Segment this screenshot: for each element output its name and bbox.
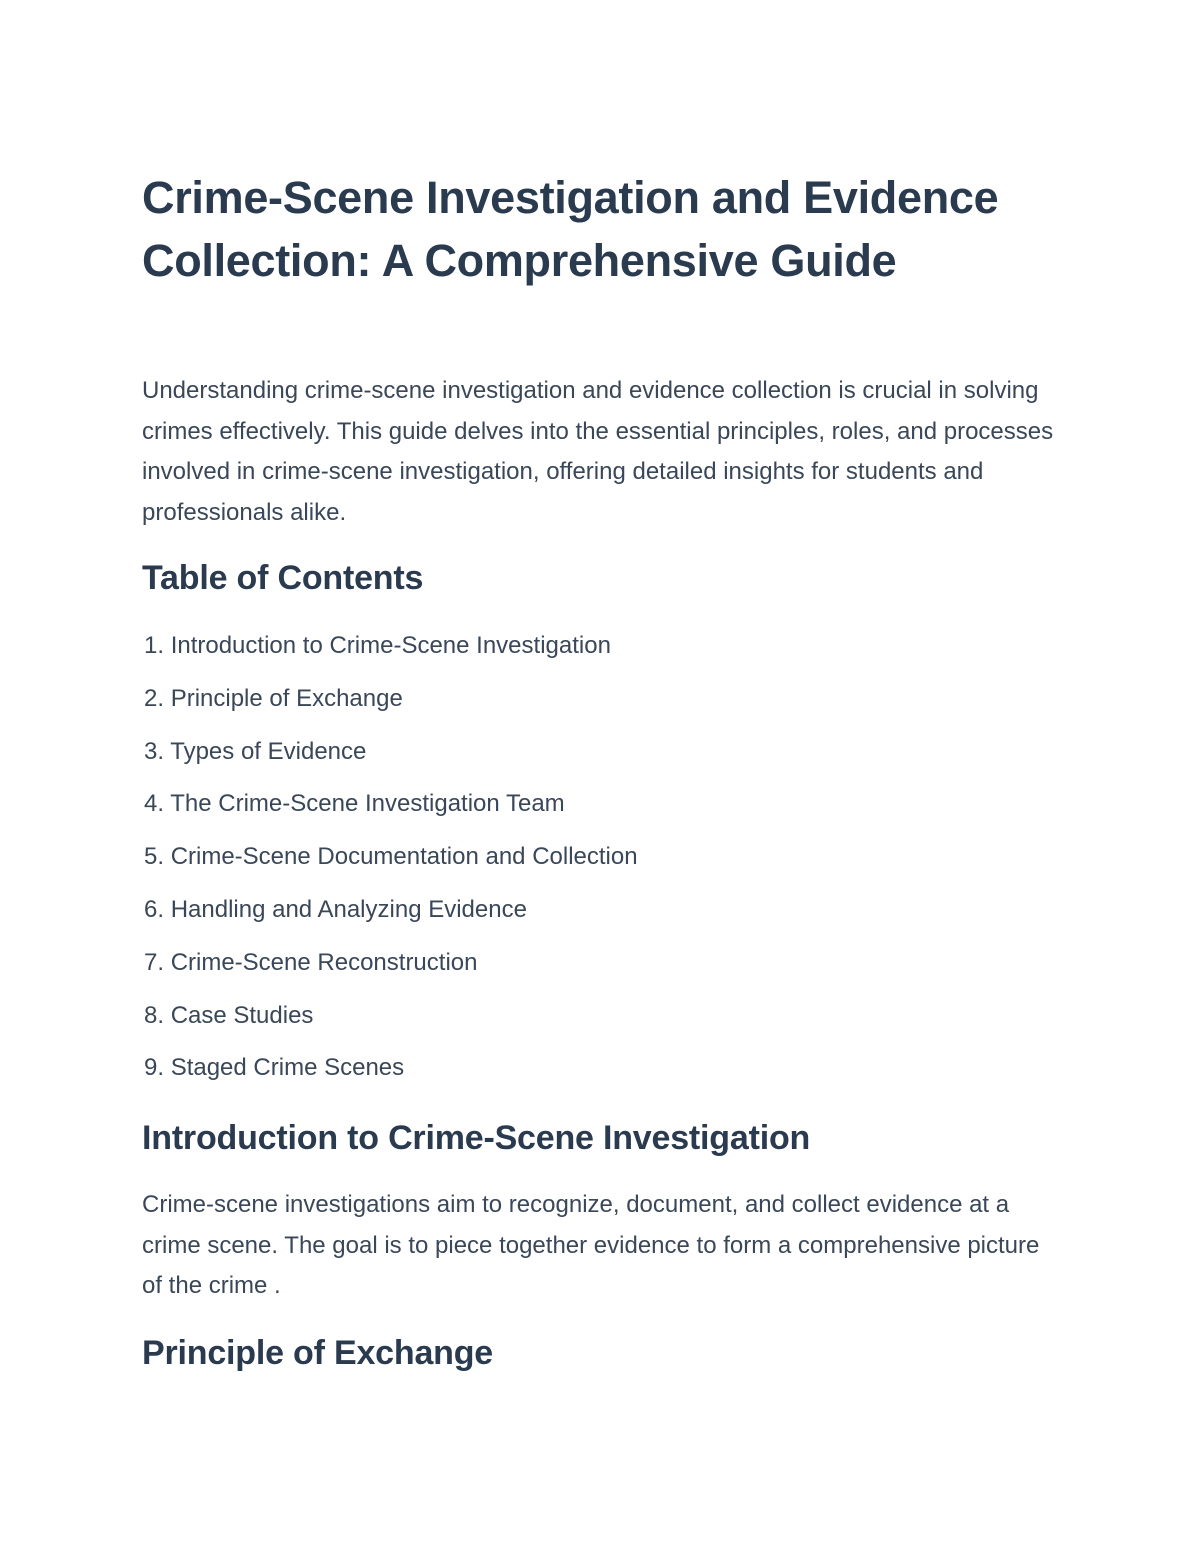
toc-item-number: 3.	[144, 737, 165, 765]
toc-item[interactable]	[144, 1048, 1044, 1101]
toc-item-label: Crime-Scene Reconstruction	[170, 948, 478, 976]
toc-item-number: 5.	[144, 843, 165, 871]
toc-item[interactable]	[144, 732, 1044, 785]
toc-item[interactable]	[144, 996, 1044, 1049]
toc-item[interactable]	[144, 943, 1044, 996]
toc-item-label: Introduction to Crime-Scene Investigation	[170, 632, 611, 659]
toc-item[interactable]	[144, 784, 1044, 837]
toc-item[interactable]	[144, 679, 1044, 732]
page-title: Crime-Scene Investigation and Evidence Collection: A Comprehensive Guide	[142, 172, 999, 286]
intro-paragraph: Understanding crime-scene investigation and evidence collection is crucial in solving crimes effectively. This guide delves into the essential principles, roles, and processes involved in crime-scene investigation, offering detailed insights for students and professionals alike.	[142, 377, 1054, 526]
section-heading-principle-of-exchange: Principle of Exchange	[142, 1334, 494, 1372]
toc-item-number: 2.	[144, 684, 165, 712]
toc-item[interactable]	[144, 626, 1044, 679]
toc-item-label: The Crime-Scene Investigation Team	[170, 790, 565, 818]
toc-item[interactable]	[144, 890, 1044, 943]
toc-item-number: 6.	[144, 895, 165, 923]
toc-item-label: Staged Crime Scenes	[170, 1054, 405, 1082]
toc-heading: Table of Contents	[142, 559, 424, 597]
toc-item-label: Principle of Exchange	[170, 684, 403, 712]
table-of-contents	[144, 626, 1044, 1101]
toc-item-number: 9.	[144, 1054, 165, 1082]
toc-item-number: 8.	[144, 1001, 165, 1029]
toc-item-label: Case Studies	[170, 1001, 314, 1029]
toc-item-number: 7.	[144, 948, 165, 976]
toc-item-label: Handling and Analyzing Evidence	[170, 895, 527, 923]
toc-item[interactable]	[144, 837, 1044, 890]
toc-item-label: Crime-Scene Documentation and Collection	[170, 843, 638, 871]
toc-item-number: 4.	[144, 790, 165, 818]
toc-item-number: 1.	[144, 632, 165, 659]
toc-item-label: Types of Evidence	[170, 737, 367, 765]
section-heading-introduction: Introduction to Crime-Scene Investigation	[142, 1119, 811, 1157]
section-body-introduction: Crime-scene investigations aim to recognize, document, and collect evidence at a crime scene. The goal is to piece together evidence to form a comprehensive picture of the crime .	[142, 1191, 1040, 1299]
